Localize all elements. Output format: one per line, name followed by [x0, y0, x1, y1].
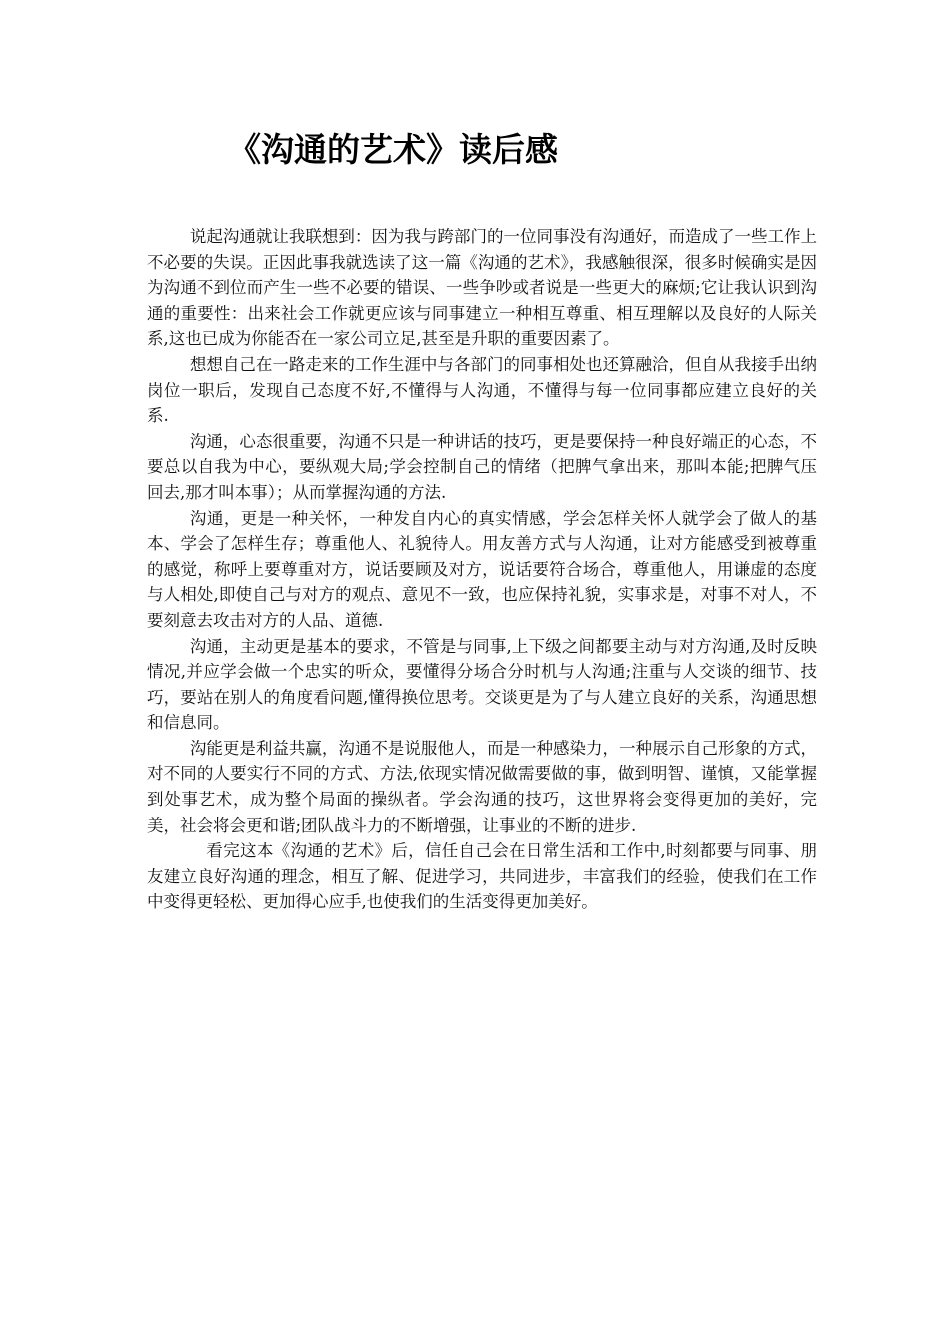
document-body	[147, 224, 817, 915]
paragraph-1: 说起沟通就让我联想到：因为我与跨部门的一位同事没有沟通好，而造成了一些工作上不必要的失误。正因此事我就选读了这一篇《沟通的艺术》，我感触很深，很多时候确实是因为沟通不到位而产生一些不必要的错误、一些争吵或者说是一些更大的麻烦;它让我认识到沟通的重要性：出来社会工作就更应该与同事建立一种相互尊重、相互理解以及良好的人际关系,这也已成为你能否在一家公司立足,甚至是升职的重要因素了。	[147, 227, 817, 349]
paragraph-3: 沟通，心态很重要，沟通不只是一种讲话的技巧，更是要保持一种良好端正的心态，不要总以自我为中心，要纵观大局;学会控制自己的情绪（把脾气拿出来，那叫本能;把脾气压回去,那才叫本事）；从而掌握沟通的方法.	[147, 431, 817, 502]
document-title: 《沟通的艺术》读后感	[228, 130, 558, 169]
paragraph-7: 看完这本《沟通的艺术》后，信任自己会在日常生活和工作中,时刻都要与同事、朋友建立良好沟通的理念，相互了解、促进学习，共同进步，丰富我们的经验，使我们在工作中变得更轻松、更加得心应手,也使我们的生活变得更加美好。	[147, 841, 817, 912]
paragraph-6: 沟能更是利益共赢，沟通不是说服他人，而是一种感染力，一种展示自己形象的方式，对不同的人要实行不同的方式、方法,依现实情况做需要做的事，做到明智、谨慎，又能掌握到处事艺术，成为整个局面的操纵者。学会沟通的技巧，这世界将会变得更加的美好，完美，社会将会更和谐;团队战斗力的不断增强，让事业的不断的进步.	[147, 738, 817, 835]
paragraph-4: 沟通，更是一种关怀，一种发自内心的真实情感，学会怎样关怀人就学会了做人的基本、学会了怎样生存；尊重他人、礼貌待人。用友善方式与人沟通，让对方能感受到被尊重的感觉，称呼上要尊重对方，说话要顾及对方，说话要符合场合，尊重他人，用谦虚的态度与人相处,即使自己与对方的观点、意见不一致，也应保持礼貌，实事求是，对事不对人，不要刻意去攻击对方的人品、道德.	[147, 508, 817, 630]
paragraph-2: 想想自己在一路走来的工作生涯中与各部门的同事相处也还算融洽，但自从我接手出纳岗位一职后，发现自己态度不好,不懂得与人沟通，不懂得与每一位同事都应建立良好的关系.	[147, 354, 817, 426]
paragraph-5: 沟通，主动更是基本的要求，不管是与同事,上下级之间都要主动与对方沟通,及时反映情况,并应学会做一个忠实的听众，要懂得分场合分时机与人沟通;注重与人交谈的细节、技巧，要站在别人的角度看问题,懂得换位思考。交谈更是为了与人建立良好的关系，沟通思想和信息同。	[147, 636, 817, 733]
